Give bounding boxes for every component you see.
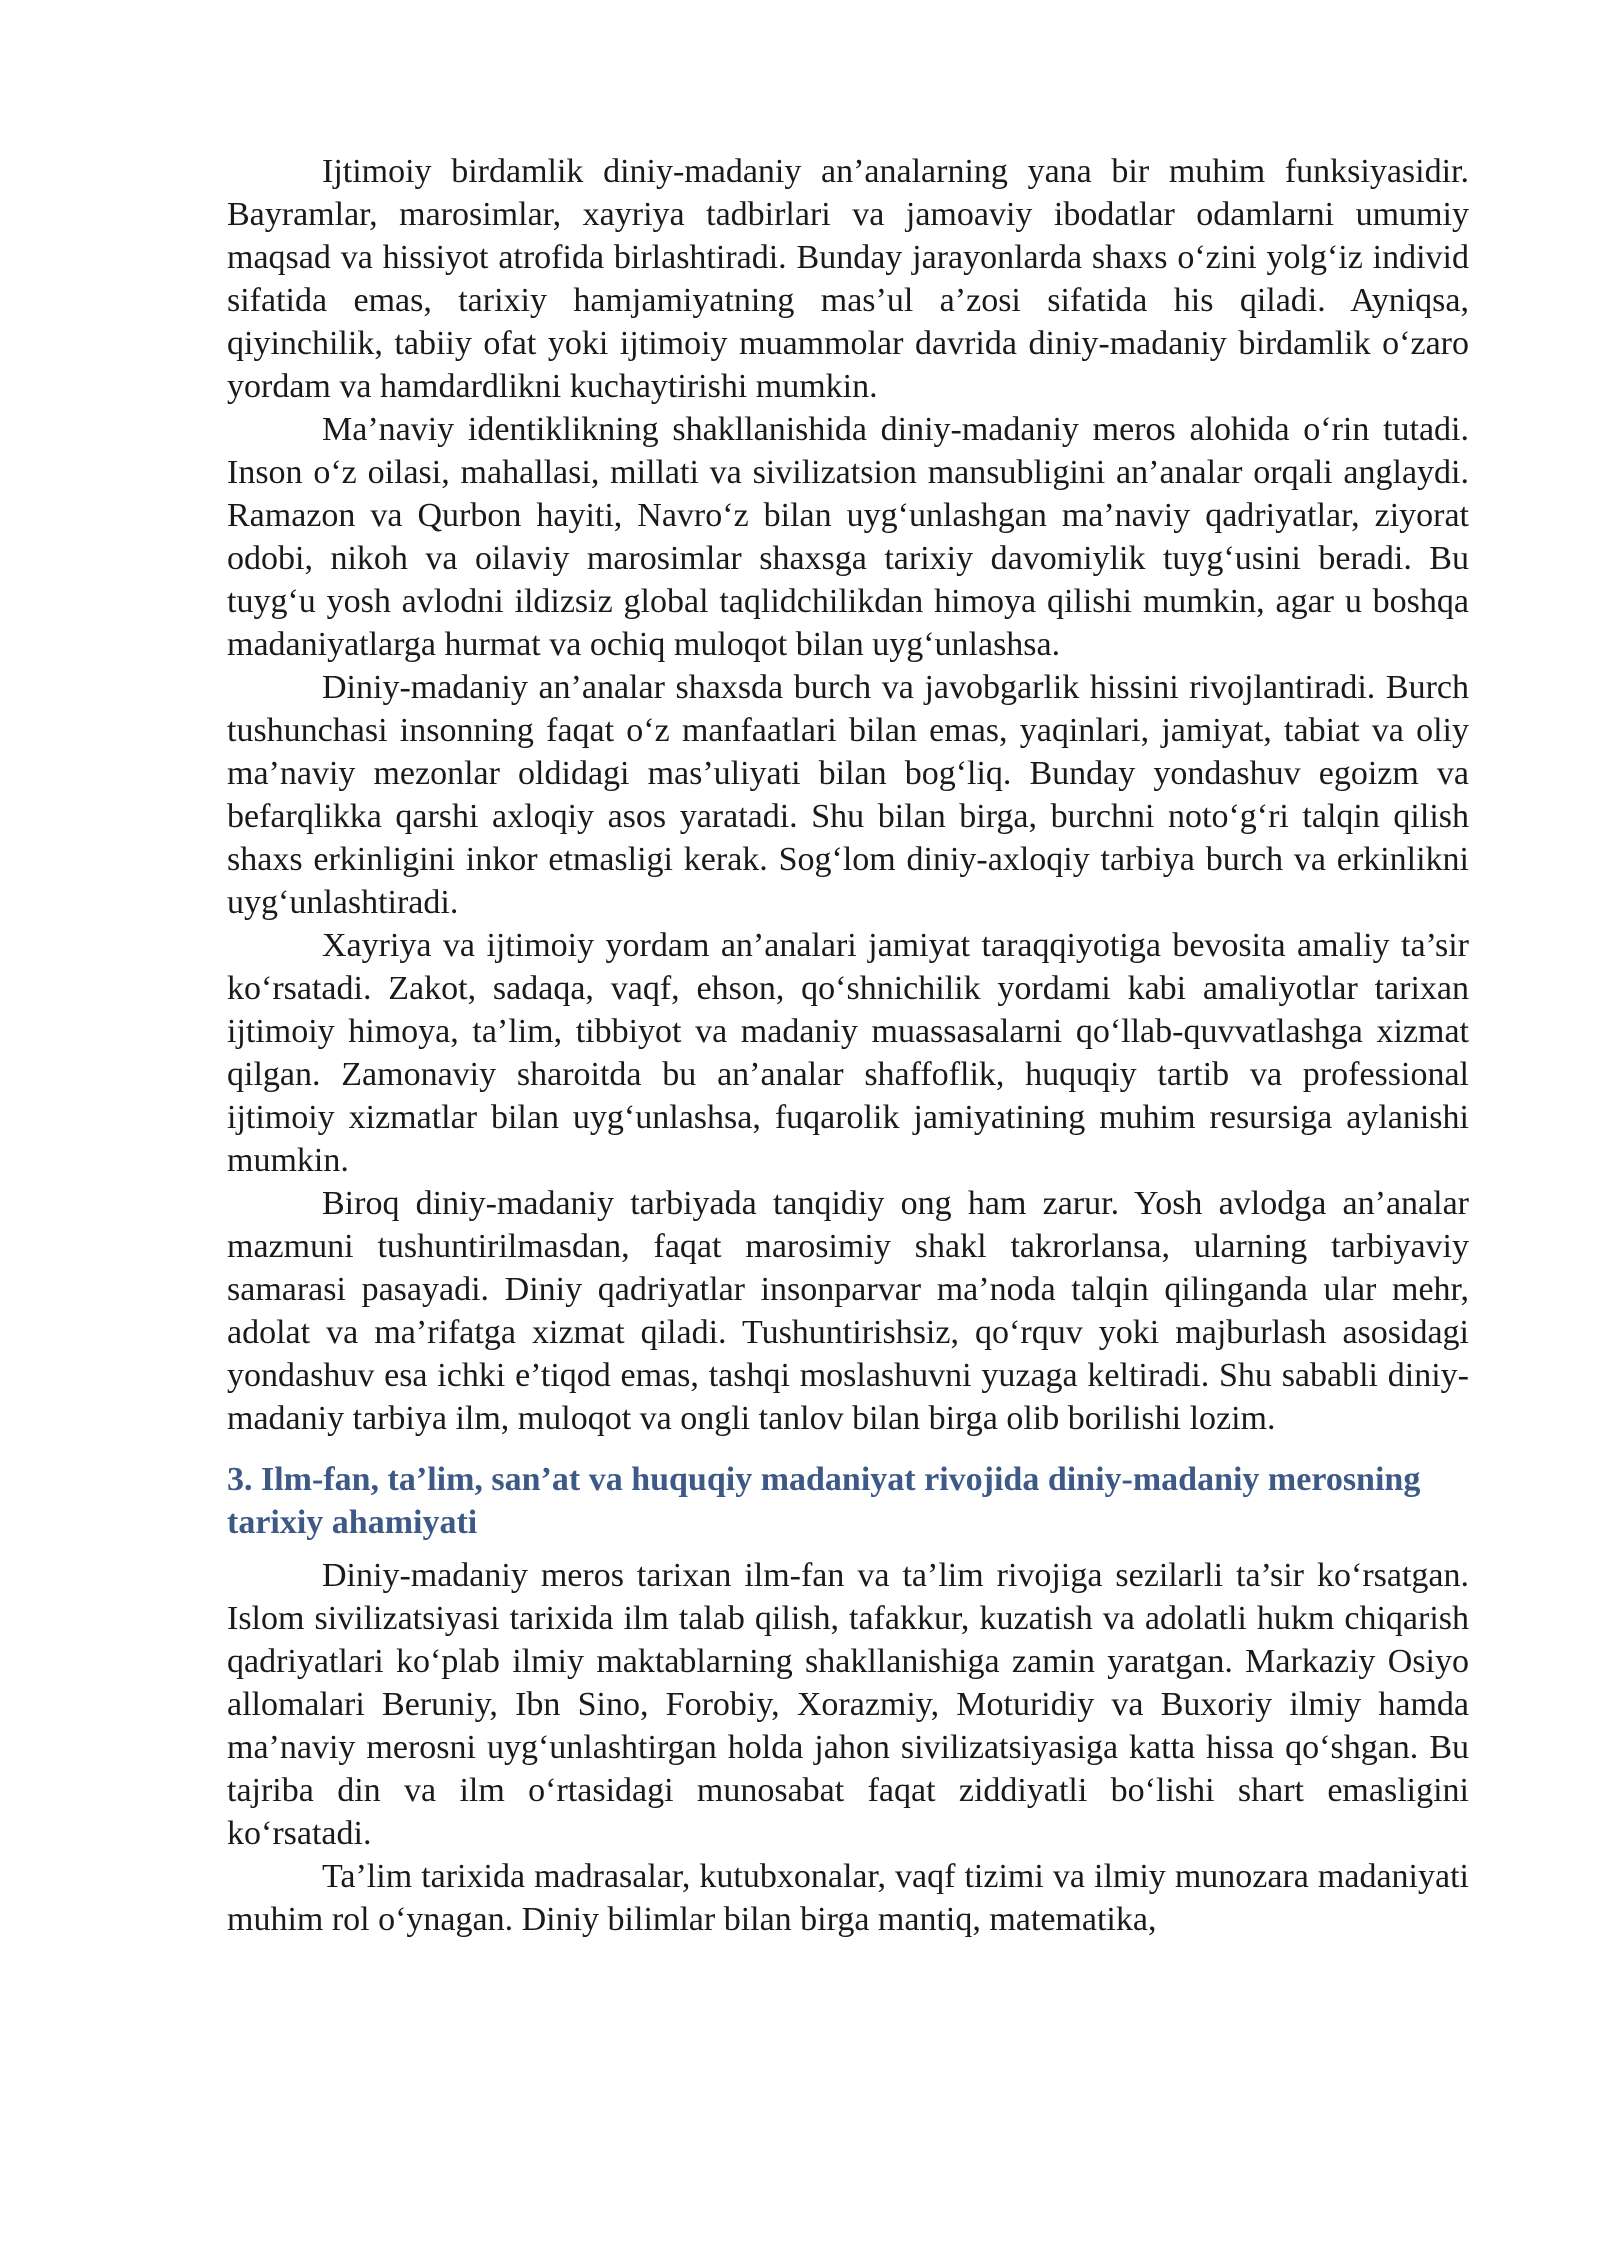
document-page: [227, 150, 1469, 1941]
paragraph-science-education: Diniy-madaniy meros tarixan ilm-fan va ta’lim rivojiga sezilarli ta’sir ko‘rsatgan. Islom sivilizatsiyasi tarixida ilm talab qilish, tafakkur, kuzatish va adolatli hukm chiqarish qadriyatlari ko‘plab ilmiy maktablarning shakllanishiga zamin yaratgan. Markaziy Osiyo allomalari Beruniy, Ibn Sino, Forobiy, Xorazmiy, Moturidiy va Buxoriy ilmiy hamda ma’naviy merosni uyg‘unlashtirgan holda jahon sivilizatsiyasiga katta hissa qo‘shgan. Bu tajriba din va ilm o‘rtasidagi munosabat faqat ziddiyatli bo‘lishi shart emasligini ko‘rsatadi.: [227, 1557, 1469, 1852]
paragraph-spiritual-identity: Ma’naviy identiklikning shakllanishida diniy-madaniy meros alohida o‘rin tutadi. Inson o‘z oilasi, mahallasi, millati va sivilizatsion mansubligini an’analar orqali anglaydi. Ramazon va Qurbon hayiti, Navro‘z bilan uyg‘unlashgan ma’naviy qadriyatlar, ziyorat odobi, nikoh va oilaviy marosimlar shaxsga tarixiy davomiylik tuyg‘usini beradi. Bu tuyg‘u yosh avlodni ildizsiz global taqlidchilikdan himoya qilishi mumkin, agar u boshqa madaniyatlarga hurmat va ochiq muloqot bilan uyg‘unlashsa.: [227, 411, 1469, 663]
paragraph-duty-responsibility: Diniy-madaniy an’analar shaxsda burch va javobgarlik hissini rivojlantiradi. Burch tushunchasi insonning faqat o‘z manfaatlari bilan emas, yaqinlari, jamiyat, tabiat va oliy ma’naviy mezonlar oldidagi mas’uliyati bilan bog‘liq. Bunday yondashuv egoizm va befarqlikka qarshi axloqiy asos yaratadi. Shu bilan birga, burchni noto‘g‘ri talqin qilish shaxs erkinligini inkor etmasligi kerak. Sog‘lom diniy-axloqiy tarbiya burch va erkinlikni uyg‘unlashtiradi.: [227, 669, 1469, 921]
paragraph-critical-thinking: Biroq diniy-madaniy tarbiyada tanqidiy ong ham zarur. Yosh avlodga an’analar mazmuni tushuntirilmasdan, faqat marosimiy shakl takrorlansa, ularning tarbiyaviy samarasi pasayadi. Diniy qadriyatlar insonparvar ma’noda talqin qilinganda ular mehr, adolat va ma’rifatga xizmat qiladi. Tushuntirishsiz, qo‘rquv yoki majburlash asosidagi yondashuv esa ichki e’tiqod emas, tashqi moslashuvni yuzaga keltiradi. Shu sababli diniy-madaniy tarbiya ilm, muloqot va ongli tanlov bilan birga olib borilishi lozim.: [227, 1185, 1469, 1437]
paragraph-charity: Xayriya va ijtimoiy yordam an’analari jamiyat taraqqiyotiga bevosita amaliy ta’sir ko‘rsatadi. Zakot, sadaqa, vaqf, ehson, qo‘shnichilik yordami kabi amaliyotlar tarixan ijtimoiy himoya, ta’lim, tibbiyot va madaniy muassasalarni qo‘llab-quvvatlashga xizmat qilgan. Zamonaviy sharoitda bu an’analar shaffoflik, huquqiy tartib va professional ijtimoiy xizmatlar bilan uyg‘unlashsa, fuqarolik jamiyatining muhim resursiga aylanishi mumkin.: [227, 927, 1469, 1179]
paragraph-social-solidarity: Ijtimoiy birdamlik diniy-madaniy an’analarning yana bir muhim funksiyasidir. Bayramlar, marosimlar, xayriya tadbirlari va jamoaviy ibodatlar odamlarni umumiy maqsad va hissiyot atrofida birlashtiradi. Bunday jarayonlarda shaxs o‘zini yolg‘iz individ sifatida emas, tarixiy hamjamiyatning mas’ul a’zosi sifatida his qiladi. Ayniqsa, qiyinchilik, tabiiy ofat yoki ijtimoiy muammolar davrida diniy-madaniy birdamlik o‘zaro yordam va hamdardlikni kuchaytirishi mumkin.: [227, 153, 1469, 405]
section-heading: 3. Ilm-fan, ta’lim, san’at va huquqiy madaniyat rivojida diniy-madaniy merosning tarixiy ahamiyati: [227, 1461, 1421, 1541]
paragraph-education-history: Ta’lim tarixida madrasalar, kutubxonalar, vaqf tizimi va ilmiy munozara madaniyati muhim rol o‘ynagan. Diniy bilimlar bilan birga mantiq, matematika,: [227, 1858, 1469, 1938]
